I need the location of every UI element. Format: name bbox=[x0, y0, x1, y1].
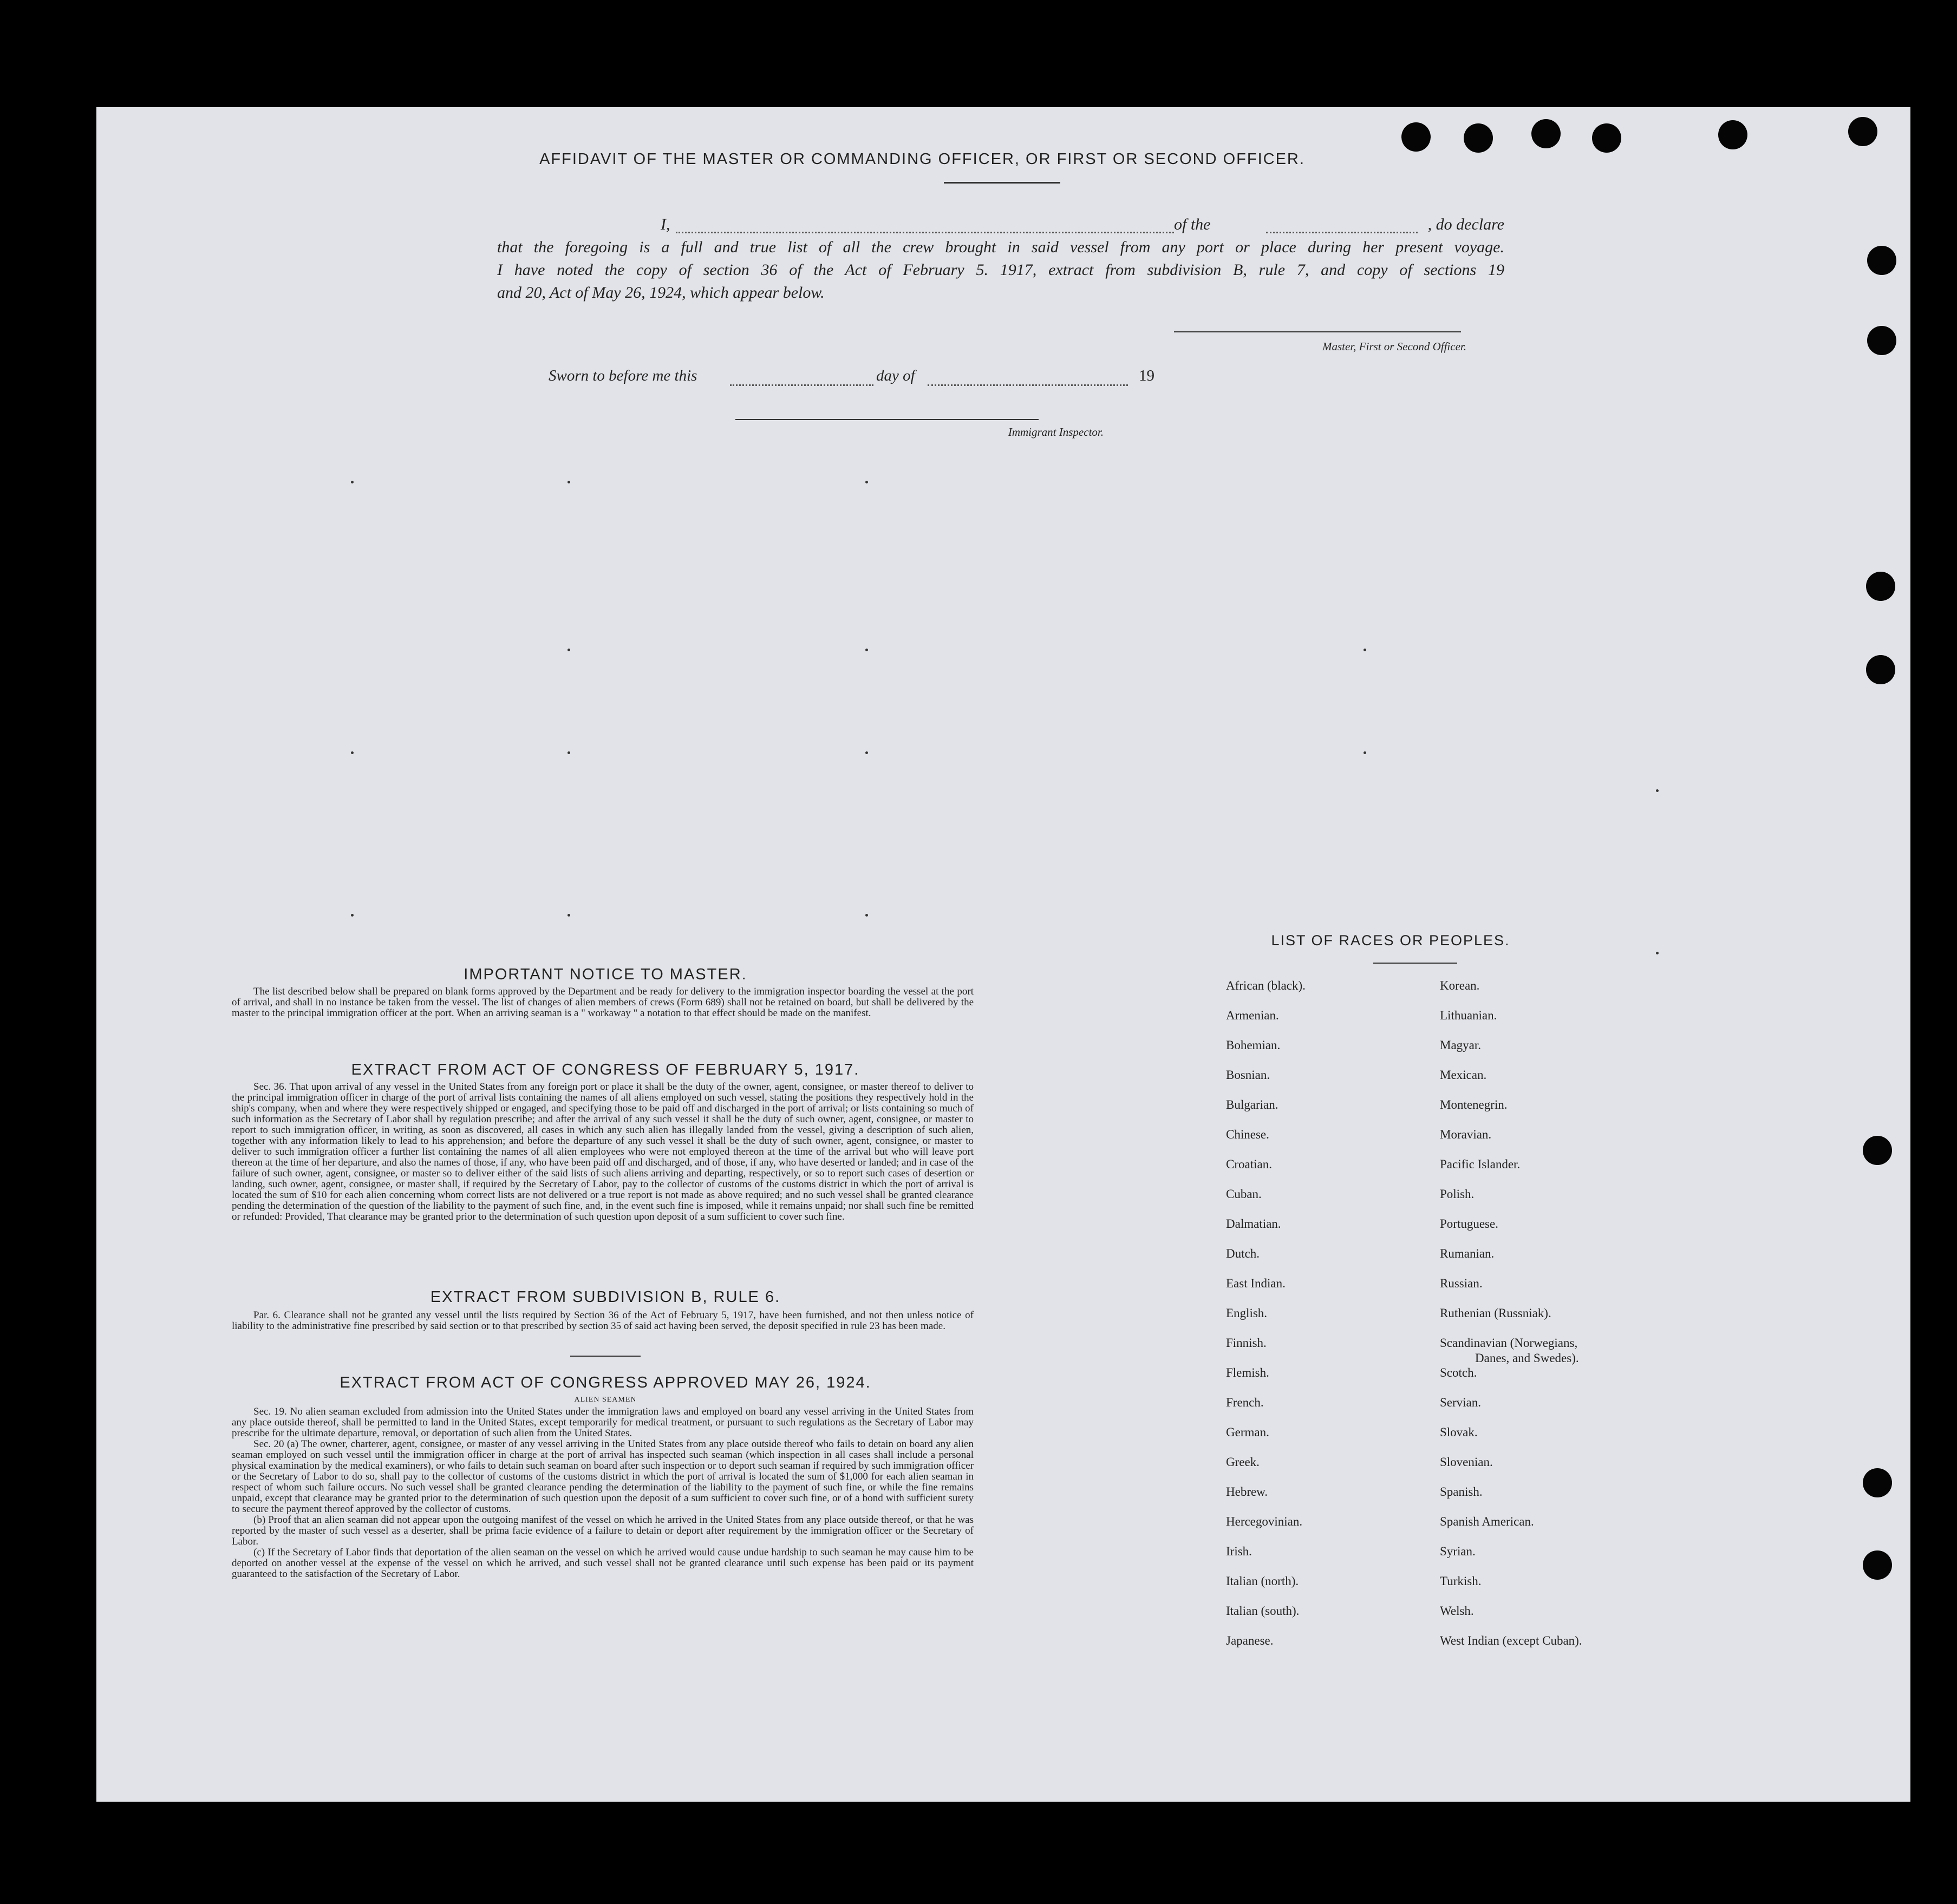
notice-title: IMPORTANT NOTICE TO MASTER. bbox=[464, 966, 747, 983]
race-item: Rumanian. bbox=[1440, 1247, 1495, 1260]
race-item: Ruthenian (Russniak). bbox=[1440, 1306, 1551, 1320]
subdivision-b-title: EXTRACT FROM SUBDIVISION B, RULE 6. bbox=[430, 1288, 781, 1306]
divider bbox=[944, 182, 1060, 184]
race-item: West Indian (except Cuban). bbox=[1440, 1634, 1582, 1647]
race-item: Pacific Islander. bbox=[1440, 1157, 1521, 1171]
punch-hole bbox=[1464, 123, 1493, 153]
affidavit-title: AFFIDAVIT OF THE MASTER OR COMMANDING OFFICER, OR FIRST OR SECOND OFFICER. bbox=[539, 151, 1305, 168]
race-item: French. bbox=[1226, 1396, 1264, 1409]
race-item: Portuguese. bbox=[1440, 1217, 1498, 1231]
race-item: Slovak. bbox=[1440, 1425, 1478, 1439]
race-item: Greek. bbox=[1226, 1455, 1260, 1469]
inspector-label: Immigrant Inspector. bbox=[1008, 426, 1104, 439]
race-item: Chinese. bbox=[1226, 1128, 1269, 1141]
extract-1917-title: EXTRACT FROM ACT OF CONGRESS OF FEBRUARY 5, 1917. bbox=[351, 1061, 860, 1078]
punch-hole bbox=[1863, 1136, 1892, 1165]
race-item: Welsh. bbox=[1440, 1604, 1474, 1618]
affidavit-body bbox=[497, 213, 1504, 304]
race-item-continuation: Danes, and Swedes). bbox=[1475, 1351, 1579, 1365]
subdivision-b-text: Par. 6. Clearance shall not be granted any vessel until the lists required by Section 36 of the Act of February 5, 1917, have been furnished, and not then unless notice of liability to the administrative fine prescribed by said section or to that prescribed by section 35 of said act having been served, the deposit specified in rule 23 has been made. bbox=[232, 1310, 974, 1332]
race-item: Bulgarian. bbox=[1226, 1098, 1278, 1111]
race-item: Servian. bbox=[1440, 1396, 1482, 1409]
extract-1924-body bbox=[232, 1406, 974, 1580]
race-item: Finnish. bbox=[1226, 1336, 1267, 1350]
sworn-day-field[interactable] bbox=[730, 384, 873, 386]
affidavit-line: that the foregoing is a full and true list of all the crew brought in said vessel from any port or place during her present voyage. bbox=[497, 238, 1504, 256]
punch-hole bbox=[1863, 1468, 1892, 1497]
notice-text: The list described below shall be prepared on blank forms approved by the Department and be ready for delivery to the immigration inspector boarding the vessel at the port of arrival, and shall in no instance be taken from the vessel. The list of changes of alien members of crews (Form 689) shall not be retained on board, but shall be delivered by the master to the principal immigration officer at the port. When an arriving seaman is a " workaway " a notation to that effect should be made on the manifest. bbox=[232, 986, 974, 1019]
sworn-day-of: day of bbox=[876, 367, 915, 384]
races-list bbox=[1226, 979, 1659, 1791]
race-item: Armenian. bbox=[1226, 1009, 1279, 1022]
race-item: Dutch. bbox=[1226, 1247, 1260, 1260]
race-item: English. bbox=[1226, 1306, 1268, 1320]
race-item: Turkish. bbox=[1440, 1574, 1482, 1588]
race-item: Slovenian. bbox=[1440, 1455, 1493, 1469]
form-page bbox=[96, 107, 1910, 1802]
race-item: Magyar. bbox=[1440, 1038, 1482, 1052]
race-item: Syrian. bbox=[1440, 1545, 1476, 1558]
race-item: Croatian. bbox=[1226, 1157, 1272, 1171]
race-item: Spanish American. bbox=[1440, 1515, 1534, 1528]
inspector-signature-line[interactable] bbox=[735, 419, 1039, 420]
race-item: Italian (south). bbox=[1226, 1604, 1300, 1618]
punch-hole bbox=[1401, 122, 1431, 152]
race-item: African (black). bbox=[1226, 979, 1306, 992]
race-item: Lithuanian. bbox=[1440, 1009, 1497, 1022]
race-item: Polish. bbox=[1440, 1187, 1475, 1201]
punch-hole bbox=[1848, 117, 1877, 146]
name-field[interactable] bbox=[676, 232, 1174, 233]
race-item: Scandinavian (Norwegians, bbox=[1440, 1336, 1578, 1350]
punch-hole bbox=[1867, 246, 1896, 275]
punch-hole bbox=[1718, 120, 1747, 149]
race-item: Bosnian. bbox=[1226, 1068, 1270, 1082]
races-title: LIST OF RACES OR PEOPLES. bbox=[1271, 932, 1510, 948]
race-item: Russian. bbox=[1440, 1277, 1483, 1290]
sec20b-text: (b) Proof that an alien seaman did not appear upon the outgoing manifest of the vessel on which he arrived in the United States from any place outside thereof, or that he was reported by the master of such vessel as a deserter, shall be prima facie evidence of a failure to detain or deport after requirement by the immigration officer or the Secretary of Labor. bbox=[232, 1514, 974, 1547]
race-item: Cuban. bbox=[1226, 1187, 1262, 1201]
vessel-field[interactable] bbox=[1266, 232, 1418, 233]
sworn-year: 19 bbox=[1139, 367, 1154, 384]
race-item: German. bbox=[1226, 1425, 1269, 1439]
sec19-text: Sec. 19. No alien seaman excluded from admission into the United States under the immigration laws and employed on board any vessel arriving in the United States from any place outside thereof, shall be permitted to land in the United States, except temporarily for medical treatment, or pursuant to such regulations as the Secretary of Labor may prescribe for the ultimate departure, removal, or deportation of such alien from the United States. bbox=[232, 1406, 974, 1439]
subdivision-b-body bbox=[232, 1310, 974, 1332]
punch-hole bbox=[1866, 655, 1895, 684]
extract-1924-title: EXTRACT FROM ACT OF CONGRESS APPROVED MAY 26, 1924. bbox=[340, 1374, 871, 1391]
punch-hole bbox=[1867, 326, 1896, 355]
race-item: Bohemian. bbox=[1226, 1038, 1281, 1052]
race-item: Mexican. bbox=[1440, 1068, 1487, 1082]
extract-1924-subtitle: ALIEN SEAMEN bbox=[574, 1396, 637, 1404]
race-item: Scotch. bbox=[1440, 1366, 1477, 1379]
sec20c-text: (c) If the Secretary of Labor finds that deportation of the alien seaman on the vessel on which he arrived would cause undue hardship to such seaman he may cause him to be deported on another vessel at the expense of the vessel on which he arrived, and such vessel shall not be granted clearance until such expense has been paid or its payment guaranteed to the satisfaction of the Secretary of Labor. bbox=[232, 1547, 974, 1580]
divider bbox=[1373, 963, 1457, 964]
punch-hole bbox=[1592, 123, 1621, 153]
sworn-prefix: Sworn to before me this bbox=[549, 367, 697, 384]
affidavit-declare: , do declare bbox=[1427, 215, 1504, 233]
punch-hole bbox=[1866, 572, 1895, 601]
affidavit-of-the: of the bbox=[1174, 215, 1211, 233]
affidavit-line: and 20, Act of May 26, 1924, which appear below. bbox=[497, 284, 825, 302]
divider bbox=[570, 1356, 641, 1357]
race-item: Hercegovinian. bbox=[1226, 1515, 1303, 1528]
race-item: Italian (north). bbox=[1226, 1574, 1299, 1588]
punch-hole bbox=[1531, 119, 1561, 148]
race-item: Flemish. bbox=[1226, 1366, 1269, 1379]
race-item: Korean. bbox=[1440, 979, 1480, 992]
race-item: Irish. bbox=[1226, 1545, 1252, 1558]
race-item: Moravian. bbox=[1440, 1128, 1492, 1141]
race-item: Spanish. bbox=[1440, 1485, 1483, 1499]
sworn-month-field[interactable] bbox=[928, 384, 1128, 386]
race-item: Hebrew. bbox=[1226, 1485, 1268, 1499]
signature-label: Master, First or Second Officer. bbox=[1322, 340, 1466, 353]
extract-1917-text: Sec. 36. That upon arrival of any vessel in the United States from any foreign port or place it shall be the duty of the owner, agent, consignee, or master thereof to deliver to the principal immigration officer in charge of the port of arrival lists containing the names of all aliens employed on such vessel, stating the positions they respectively hold in the ship's company, when and where they were respectively shipped or engaged, and specifying those to be paid off and discharged in the port of arrival; or lists containing so much of such information as the Secretary of Labor shall by regulation prescribe; and after the arrival of any such vessel it shall be the duty of such owner, agent, consignee, or master to report to such immigration officer, in writing, as soon as discovered, all cases in which any such alien has illegally landed from the vessel, giving a description of such alien, together with any information likely to lead to his apprehension; and before the departure of any such vessel it shall be the duty of such owner, agent, consignee, or master to deliver to such immigration officer a further list containing the names of all alien employees who were not employed thereon at the time of the arrival but who will leave port thereon at the time of her departure, and also the names of those, if any, who have been paid off and discharged, and of those, if any, who have deserted or landed; and in case of the failure of such owner, agent, consignee, or master so to deliver either of the said lists of such aliens arriving and departing, respectively, or so to report such cases of desertion or landing, such owner, agent, consignee, or master shall, if required by the Secretary of Labor, pay to the collector of customs of the customs district in which the port of arrival is located the sum of $10 for each alien concerning whom correct lists are not delivered or a true report is not made as above required; and no such vessel shall be granted clearance pending the determination of the question of the liability to the payment of such fine, and, in the event such fine is imposed, while it remains unpaid; nor shall such fine be remitted or refunded: Provided, That clearance may be granted prior to the determination of such question upon deposit of a sum sufficient to cover such fine. bbox=[232, 1081, 974, 1222]
race-item: Montenegrin. bbox=[1440, 1098, 1508, 1111]
affidavit-line: I have noted the copy of section 36 of the Act of February 5. 1917, extract from subdivision B, rule 7, and copy of sections 19 bbox=[497, 261, 1504, 279]
race-item: East Indian. bbox=[1226, 1277, 1286, 1290]
extract-1917-body bbox=[232, 1082, 974, 1222]
race-item: Dalmatian. bbox=[1226, 1217, 1281, 1231]
punch-hole bbox=[1863, 1550, 1892, 1580]
sec20a-text: Sec. 20 (a) The owner, charterer, agent, consignee, or master of any vessel arriving in the United States from any place outside thereof who fails to detain on board any alien seaman employed on such vessel until the immigration officer in charge at the port of arrival has inspected such seaman (which inspection in all cases shall include a personal physical examination by the medical examiners), or who fails to detain such seaman on board after such inspection or to deport such seaman if required by such immigration officer or the Secretary of Labor to do so, shall pay to the collector of customs of the customs district in which the port of arrival is located the sum of $1,000 for each alien seaman in respect of whom such failure occurs. No such vessel shall be granted clearance pending the determination of the liability to the payment of such fine, or while the fine remains unpaid, except that clearance may be granted prior to the determination of such question upon the deposit of a sum sufficient to cover such fine, or of a bond with sufficient surety to secure the payment thereof approved by the collector of customs. bbox=[232, 1438, 974, 1515]
signature-line[interactable] bbox=[1174, 331, 1461, 332]
race-item: Japanese. bbox=[1226, 1634, 1274, 1647]
affidavit-i: I, bbox=[661, 215, 670, 233]
notice-body bbox=[232, 986, 974, 1019]
